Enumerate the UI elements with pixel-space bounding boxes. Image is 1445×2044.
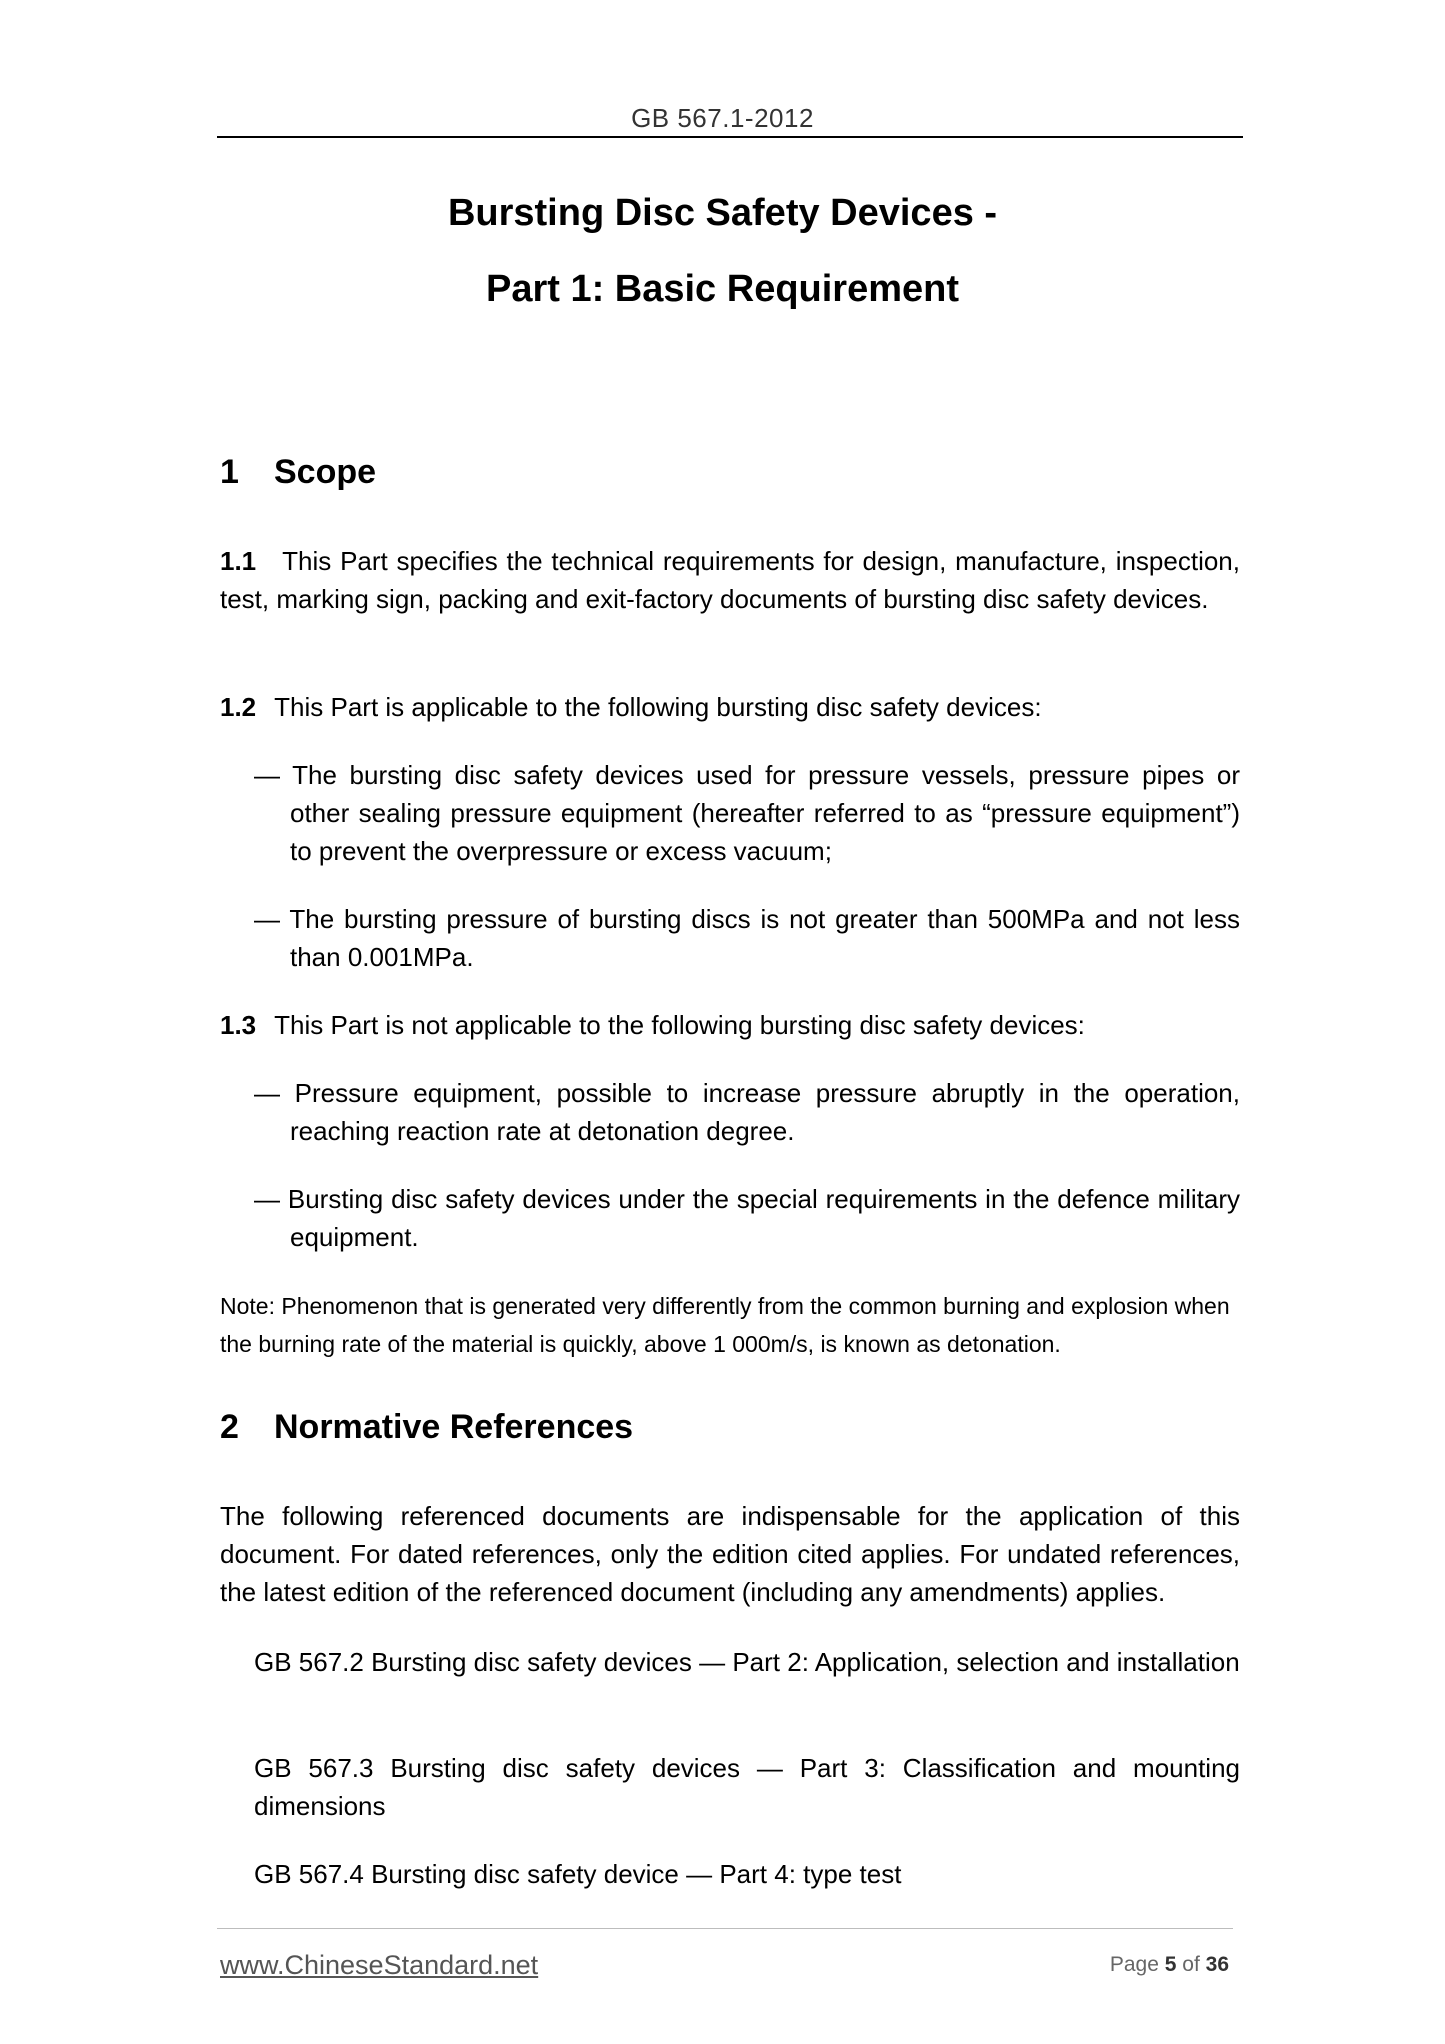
references-intro: The following referenced documents are indispensable for the application of this document. For dated references, only the edition cited applies. For undated references, the latest edition of the referenced document (including any amendments) applies.: [220, 1501, 1240, 1607]
clause-1-2-number: 1.2: [220, 692, 257, 722]
page-indicator: [1110, 1953, 1229, 1977]
section-2-title: Normative References: [274, 1408, 634, 1446]
section-1-number: 1: [220, 453, 239, 491]
clause-1-2-item-2: — The bursting pressure of bursting discs is not greater than 500MPa and not less than 0.001MPa.: [254, 904, 1240, 972]
reference-item: GB 567.4 Bursting disc safety device — Part 4: type test: [254, 1859, 902, 1889]
clause-1-2-item-1: — The bursting disc safety devices used for pressure vessels, pressure pipes or other sealing pressure equipment (hereafter referred to as “pressure equipment”) to prevent the overpressure or excess vacuum;: [254, 760, 1240, 866]
footer-divider: [217, 1928, 1233, 1929]
clause-1-3-item-2: — Bursting disc safety devices under the special requirements in the defence military equipment.: [254, 1184, 1240, 1252]
document-title-line1: Bursting Disc Safety Devices -: [447, 192, 998, 234]
page-label: Page: [1109, 1953, 1159, 1976]
clause-1-2-text: This Part is applicable to the following bursting disc safety devices:: [274, 692, 1042, 722]
clause-1-1: [220, 542, 1240, 618]
document-code-header: GB 567.1-2012: [631, 103, 814, 133]
document-title-line2: Part 1: Basic Requirement: [485, 268, 960, 310]
clause-1-3-number: 1.3: [220, 1010, 257, 1040]
section-1-heading: [220, 453, 376, 492]
section-2-number: 2: [220, 1408, 239, 1446]
website-link[interactable]: www.ChineseStandard.net: [220, 1950, 539, 1980]
page-of-label: of: [1182, 1953, 1200, 1976]
reference-item: GB 567.2 Bursting disc safety devices — Part 2: Application, selection and installation: [254, 1647, 1240, 1677]
clause-1-1-number: 1.1: [220, 546, 257, 576]
clause-1-3-text: This Part is not applicable to the following bursting disc safety devices:: [274, 1010, 1085, 1040]
header-divider: [217, 136, 1243, 138]
reference-item: GB 567.3 Bursting disc safety devices — Part 3: Classification and mounting dimensions: [254, 1753, 1240, 1821]
clause-1-3: [220, 1006, 1240, 1044]
clause-1-2: [220, 688, 1240, 726]
total-pages-number: 36: [1205, 1953, 1229, 1976]
detonation-note: Note: Phenomenon that is generated very differently from the common burning and explosion when the burning rate of the material is quickly, above 1 000m/s, is known as detonation.: [220, 1293, 1230, 1357]
clause-1-1-text: This Part specifies the technical requirements for design, manufacture, inspection, test, marking sign, packing and exit-factory documents of bursting disc safety devices.: [220, 546, 1240, 614]
section-2-heading: [220, 1408, 633, 1447]
clause-1-3-item-1: — Pressure equipment, possible to increase pressure abruptly in the operation, reaching reaction rate at detonation degree.: [254, 1078, 1240, 1146]
section-1-title: Scope: [274, 453, 377, 491]
current-page-number: 5: [1164, 1953, 1177, 1976]
